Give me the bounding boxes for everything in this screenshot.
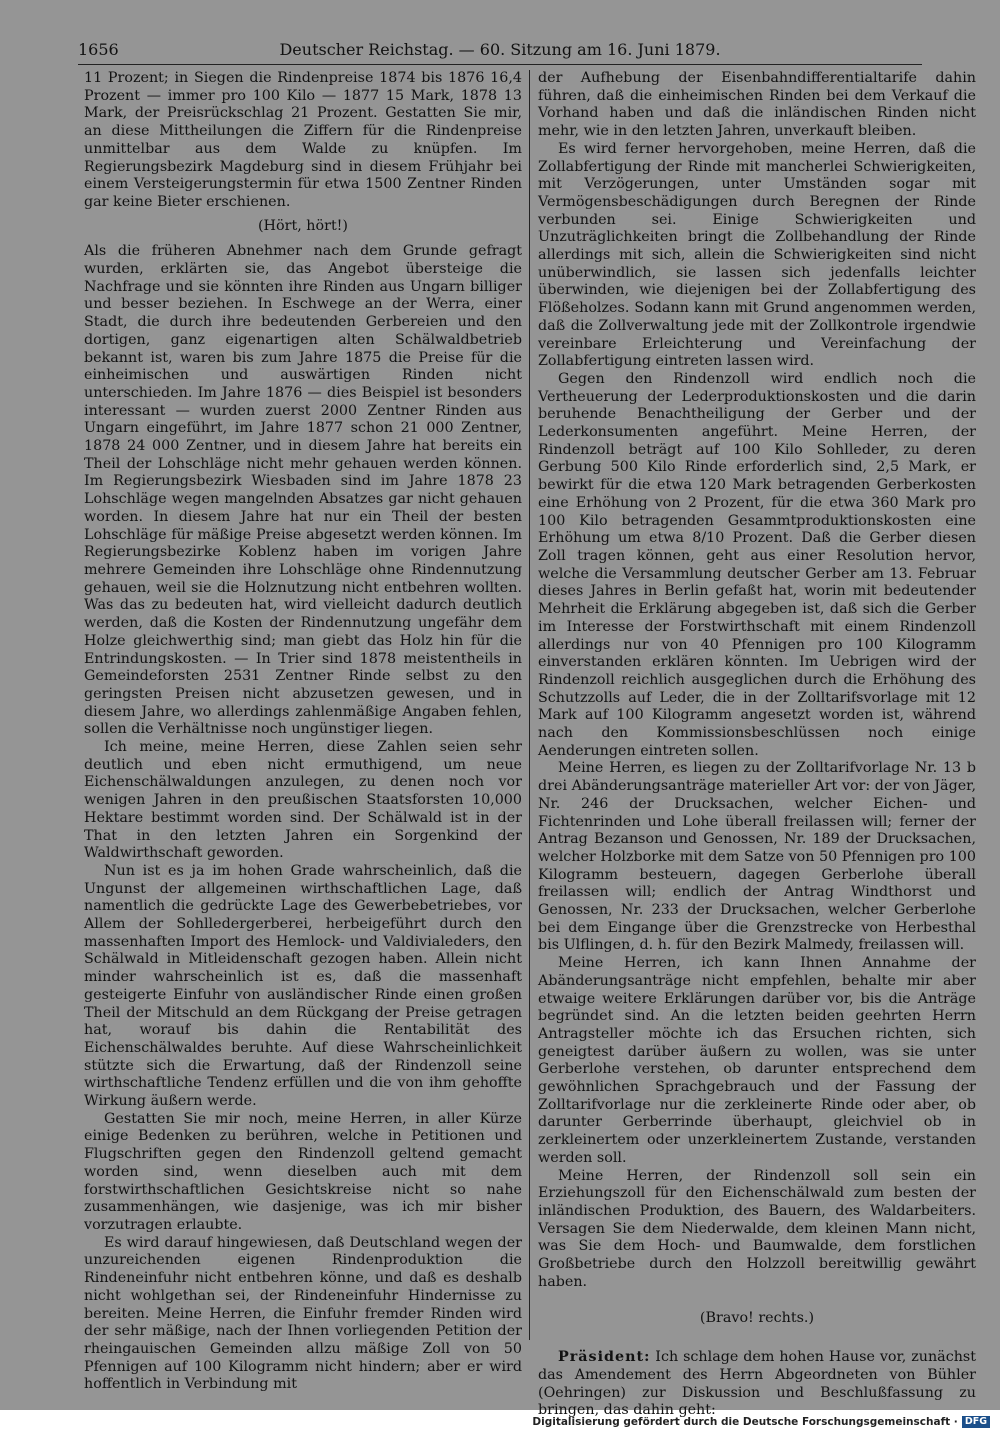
speaker-paragraph (538, 1349, 976, 1420)
paragraph: Es wird ferner hervorgehoben, meine Herren, daß die Zollabfertigung der Rinde mit mancherlei Schwierigkeiten, mit Verzögerungen, unter Umständen sogar mit Vermögensbeschädigungen durch Beregnen der Rinde verbunden sei. Einige Schwierigkeiten und Unzuträglichkeiten bringt die Zollbehandlung der Rinde allerdings mit sich, allein die Schwierigkeiten sind nicht unüberwindlich, sie lassen sich jedenfalls leichter überwinden, wie diejenigen bei der Zollabfertigung des Flößeholzes. Sodann kann mit Grund angenommen werden, daß die Zollverwaltung jede mit der Zollkontrole irgendwie vereinbare Erleichterung und Vereinfachung der Zollabfertigung eintreten lassen wird. (538, 140, 976, 370)
funding-credit-text: Digitalisierung gefördert durch die Deutsche Forschungsgemeinschaft · (532, 1416, 958, 1428)
page-number: 1656 (78, 40, 119, 59)
paragraph: Meine Herren, ich kann Ihnen Annahme der Abänderungsanträge nicht empfehlen, behalte mir aber etwaige weitere Erklärungen darüber vor, bis die Anträge begründet sind. An die letzten beiden geehrten Herrn Antragsteller möchte ich das Ersuchen richten, sich geneigtest darüber äußern zu wollen, was sie unter Gerberlohe verstehen, ob darunter entsprechend dem gewöhnlichen Sprachgebrauch und der Fassung der Zolltarifvorlage nur die zerkleinerte Rinde oder aber, ob darunter Gerberrinde überhaupt, gleichviel ob in zerkleinertem oder unzerkleinertem Zustande, verstanden werden soll. (538, 955, 976, 1166)
paragraph: Meine Herren, der Rindenzoll soll sein ein Erziehungszoll für den Eichenschälwald zum besten der inländischen Produktion, des Bauern, des Waldarbeiters. Versagen Sie dem Niederwalde, dem kleinen Mann nicht, was Sie dem Hoch- und Baumwalde, dem forstlichen Großbetriebe durch den Holzzoll bereitwillig gewährt haben. (538, 1167, 976, 1290)
right-column (538, 70, 976, 1419)
dfg-logo: DFG (962, 1416, 990, 1428)
footer-credit (532, 1415, 990, 1429)
paragraph-continued: Als die früheren Abnehmer nach dem Grunde gefragt wurden, erklärten sie, das Angebot übersteige die Nachfrage und sie könnten ihre Rinden aus Ungarn billiger und besser beziehen. In Eschwege an der Werra, einer Stadt, die durch ihre bedeutenden Gerbereien und den dortigen, ganz eigenartigen alten Schälwaldbetrieb bekannt ist, waren bis zum Jahre 1875 die Preise für die einheimischen und auswärtigen Rinden nicht unterschieden. Im Jahre 1876 — dies Beispiel ist besonders interessant — wurden zuerst 2000 Zentner Rinden aus Ungarn eingeführt, im Jahre 1877 schon 21 000 Zentner, 1878 24 000 Zentner, und in diesem Jahre hat bereits ein Theil der Lohschläge nicht mehr gehauen werden können. Im Regierungsbezirk Wiesbaden sind im Jahre 1878 23 Lohschläge wegen mangelnden Absatzes gar nicht gehauen worden. In diesem Jahre hat nur ein Theil der besten Lohschläge für mäßige Preise abgesetzt werden können. Im Regierungsbezirke Koblenz haben im vorigen Jahre mehrere Gemeinden ihre Lohschläge ohne Rindennutzung gehauen, weil sie die Holznutzung nicht entbehren wollten. Was das zu bedeuten hat, wird vielleicht dadurch deutlich werden, daß die Kosten der Rindennutzung ungefähr dem Holze gleichwerthig sind; man giebt das Holz hin für die Entrindungskosten. — In Trier sind 1878 meistentheils in Gemeindeforsten 2531 Zentner Rinde selbst zu den geringsten Preisen nicht abzusetzen gewesen, und in diesem Jahre, wo allerdings zahlenmäßige Angaben fehlen, sollen die Verhältnisse noch ungünstiger liegen. (84, 243, 522, 738)
interjection: (Bravo! rechts.) (699, 1309, 815, 1326)
header-rule (78, 64, 922, 65)
paragraph: Meine Herren, es liegen zu der Zolltarifvorlage Nr. 13 b drei Abänderungsanträge materieller Art vor: der von Jäger, Nr. 246 der Drucksachen, welcher Eichen- und Fichtenrinden und Lohe überall freilassen will; ferner der Antrag Bezanson und Genossen, Nr. 189 der Drucksachen, welcher Holzborke mit dem Satze von 50 Pfennigen pro 100 Kilogramm besteuern, dagegen Gerberlohe überall freilassen will; endlich der Antrag Windthorst und Genossen, Nr. 233 der Drucksachen, welcher Gerberlohe bei dem Eingange über die Grenzstrecke von Herbesthal bis Ulflingen, d. h. für den Bezirk Malmedy, freilassen will. (538, 760, 976, 954)
paragraph: Es wird darauf hingewiesen, daß Deutschland wegen der unzureichenden eigenen Rindenproduktion die Rindeneinfuhr nicht entbehren könne, und daß es deshalb nicht wohlgethan sei, der Rindeneinfuhr Hindernisse zu bereiten. Meine Herren, die Einfuhr fremder Rinden wird der sehr mäßige, nach der Ihnen vorliegenden Petition der rheingauischen Gemeinden allzu mäßige Zoll von 50 Pfennigen auf 100 Kilogramm nicht hindern; aber er wird hoffentlich in Verbindung mit (84, 1234, 522, 1393)
page-running-title: Deutscher Reichstag. — 60. Sitzung am 16. Juni 1879. (279, 40, 721, 59)
left-column (84, 70, 522, 1393)
paragraph-continued: der Aufhebung der Eisenbahndifferentialtarife dahin führen, daß die einheimischen Rinden bei dem Verkauf die Vorhand haben und daß die inländischen Rinden nicht mehr, wie in den letzten Jahren, unverkauft bleiben. (538, 70, 976, 140)
paragraph-continued: 11 Prozent; in Siegen die Rindenpreise 1874 bis 1876 16,4 Prozent — immer pro 100 Kilo — 1877 15 Mark, 1878 13 Mark, der Preisrückschlag 21 Prozent. Gestatten Sie mir, an diese Mittheilungen die Ziffern für die Rindenpreise unmittelbar aus dem Walde zu knüpfen. Im Regierungsbezirk Magdeburg sind in diesem Frühjahr bei einem Versteigerungstermin für etwa 1500 Zentner Rinden gar keine Bieter erschienen. (84, 70, 522, 210)
paragraph: Gegen den Rindenzoll wird endlich noch die Vertheuerung der Lederproduktionskosten und die darin beruhende Benachtheiligung der Gerber und der Lederkonsumenten angeführt. Meine Herren, der Rindenzoll beträgt auf 100 Kilo Sohlleder, zu deren Gerbung 500 Kilo Rinde erforderlich sind, 2,5 Mark, er bewirkt für die etwa 120 Mark betragenden Gerberkosten eine Erhöhung von 2 Prozent, für die etwa 360 Mark pro 100 Kilo betragenden Gesammtproduktionskosten eine Erhöhung um etwa 8/10 Prozent. Daß die Gerber diesen Zoll tragen können, geht aus einer Resolution hervor, welche die Versammlung deutscher Gerber am 13. Februar dieses Jahres in Berlin gefaßt hat, worin mit bedeutender Mehrheit die Erklärung abgegeben ist, daß sich die Gerber im Interesse der Forstwirthschaft mit einem Rindenzoll allerdings nur von 40 Pfennigen pro 100 Kilogramm einverstanden erklären könnten. Im Uebrigen wird der Rindenzoll reichlich ausgeglichen durch die Erhöhung des Schutzzolls auf Leder, die in der Zolltarifsvorlage mit 12 Mark auf 100 Kilogramm angesetzt worden ist, während nach den Kommissionsbeschlüssen noch einige Aenderungen eintreten sollen. (538, 370, 976, 759)
page-header (78, 40, 922, 62)
speaker-name: Präsident: (558, 1349, 651, 1366)
paragraph: Gestatten Sie mir noch, meine Herren, in aller Kürze einige Bedenken zu berühren, welche in Petitionen und Flugschriften gegen den Rindenzoll geltend gemacht worden sind, wenn dieselben auch mit dem forstwirthschaftlichen Gesichtskreise nicht so nahe zusammenhängen, wie dasjenige, was ich mir bisher vorzutragen erlaubte. (84, 1110, 522, 1233)
speaker-text: Ich schlage dem hohen Hause vor, zunächst das Amendement des Herrn Abgeordneten von Bühler (Oehringen) zur Diskussion und Beschlußfassung zu bringen, das dahin geht: (538, 1349, 976, 1419)
column-divider (529, 70, 530, 1340)
paragraph: Ich meine, meine Herren, diese Zahlen seien sehr deutlich und eben nicht ermuthigend, um neue Eichenschälwaldungen anzulegen, zu denen noch vor wenigen Jahren in den preußischen Staatsforsten 10,000 Hektare bestimmt worden sind. Der Schälwald ist in der That in den letzten Jahren ein Sorgenkind der Waldwirthschaft geworden. (84, 739, 522, 862)
paragraph: Nun ist es ja im hohen Grade wahrscheinlich, daß die Ungunst der allgemeinen wirthschaftlichen Lage, daß namentlich die gedrückte Lage des Gewerbebetriebes, vor Allem der Sohlledergerberei, herbeigeführt durch den massenhaften Import des Hemlock- und Valdivialeders, den Schälwald in Mitleidenschaft gezogen haben. Allein nicht minder wahrscheinlich ist es, daß die massenhaft gesteigerte Einfuhr von ausländischer Rinde einen großen Theil der Mitschuld an dem Rückgang der Preise getragen hat, worauf bis dahin die Rentabilität des Eichenschälwaldes beruhte. Auf diese Wahrscheinlichkeit stützte sich die Erwartung, daß der Rindenzoll seine wirthschaftliche Tendenz erfüllen und die von ihm gehoffte Wirkung äußern werde. (84, 862, 522, 1110)
interjection: (Hört, hört!) (257, 217, 349, 234)
